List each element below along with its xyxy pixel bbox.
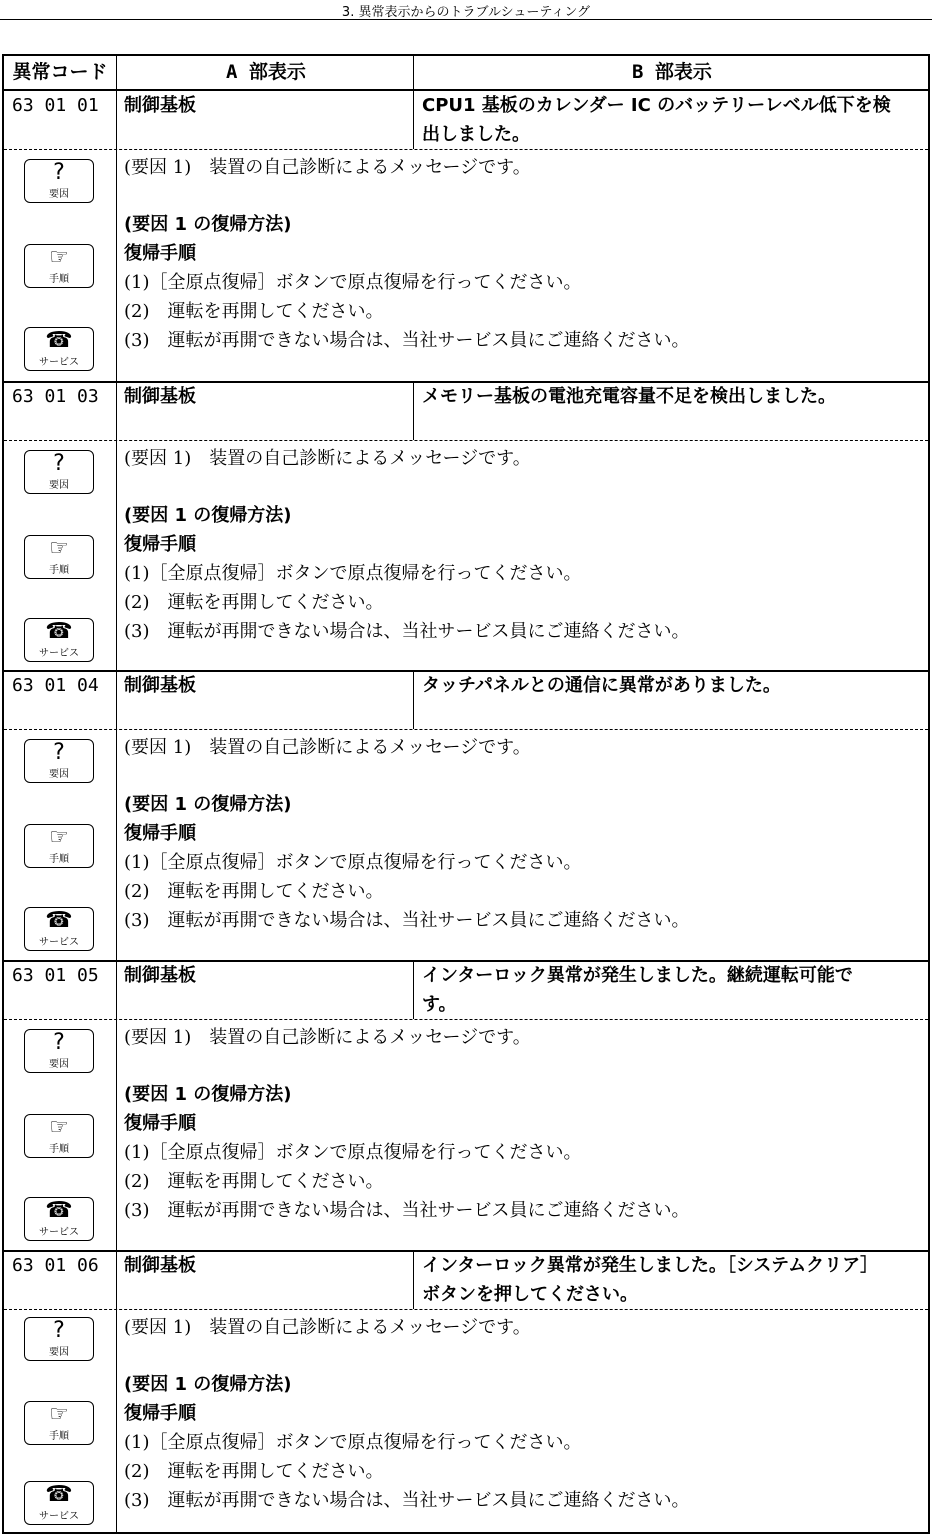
b-display bbox=[422, 671, 922, 700]
pointing-hand-icon: ☞ 手順 bbox=[24, 1114, 94, 1158]
column-divider-ab bbox=[413, 671, 414, 729]
a-display: 制御基板 bbox=[124, 386, 196, 407]
error-code: 63 01 01 bbox=[12, 95, 99, 116]
cause-icon: ? 要因 bbox=[24, 450, 94, 494]
b-display-line2: ボタンを押してください。 bbox=[422, 1284, 638, 1305]
procedure-title: 復帰手順 bbox=[124, 1403, 196, 1424]
cause-text: (要因 1) 装置の自己診断によるメッセージです。 bbox=[124, 1027, 531, 1048]
step-1: (1)［全原点復帰］ボタンで原点復帰を行ってください。 bbox=[124, 272, 582, 293]
step-2: (2) 運転を再開してください。 bbox=[124, 301, 384, 322]
column-header-a: A 部表示 bbox=[226, 61, 306, 83]
table-row bbox=[4, 671, 928, 961]
step-3: (3) 運転が再開できない場合は、当社サービス員にご連絡ください。 bbox=[124, 910, 690, 931]
step-2: (2) 運転を再開してください。 bbox=[124, 1461, 384, 1482]
procedure-title: 復帰手順 bbox=[124, 1113, 196, 1134]
step-1: (1)［全原点復帰］ボタンで原点復帰を行ってください。 bbox=[124, 1432, 582, 1453]
b-display bbox=[422, 961, 922, 1019]
row-summary bbox=[4, 382, 928, 440]
b-display bbox=[422, 382, 922, 411]
column-divider-ab-header bbox=[413, 56, 414, 91]
pointing-hand-icon: ☞ 手順 bbox=[24, 244, 94, 288]
b-display-line1: CPU1 基板のカレンダー IC のバッテリーレベル低下を検 bbox=[422, 95, 891, 116]
step-3: (3) 運転が再開できない場合は、当社サービス員にご連絡ください。 bbox=[124, 1200, 690, 1221]
dashed-divider bbox=[4, 1019, 928, 1020]
column-header-code: 異常コード bbox=[12, 61, 108, 83]
a-display: 制御基板 bbox=[124, 95, 196, 116]
row-summary bbox=[4, 1251, 928, 1309]
dashed-divider bbox=[4, 1309, 928, 1310]
row-summary bbox=[4, 671, 928, 729]
cause-text: (要因 1) 装置の自己診断によるメッセージです。 bbox=[124, 448, 531, 469]
step-3: (3) 運転が再開できない場合は、当社サービス員にご連絡ください。 bbox=[124, 1490, 690, 1511]
telephone-icon: ☎ サービス bbox=[24, 618, 94, 662]
procedure-title: 復帰手順 bbox=[124, 534, 196, 555]
step-1: (1)［全原点復帰］ボタンで原点復帰を行ってください。 bbox=[124, 852, 582, 873]
pointing-hand-icon: ☞ 手順 bbox=[24, 1401, 94, 1445]
b-display-line1: インターロック異常が発生しました。継続運転可能で bbox=[422, 965, 853, 986]
a-display: 制御基板 bbox=[124, 1255, 196, 1276]
b-display-line1: インターロック異常が発生しました。［システムクリア］ bbox=[422, 1255, 879, 1276]
recovery-title: (要因 1 の復帰方法) bbox=[124, 214, 292, 235]
b-display-line1: タッチパネルとの通信に異常がありました。 bbox=[422, 675, 781, 696]
column-divider-ab bbox=[413, 382, 414, 440]
header-rule bbox=[0, 19, 932, 20]
row-summary bbox=[4, 91, 928, 149]
dashed-divider bbox=[4, 149, 928, 150]
cause-text: (要因 1) 装置の自己診断によるメッセージです。 bbox=[124, 157, 531, 178]
error-code: 63 01 06 bbox=[12, 1255, 99, 1276]
pointing-hand-icon: ☞ 手順 bbox=[24, 535, 94, 579]
page-header bbox=[0, 0, 932, 20]
table-row bbox=[4, 961, 928, 1251]
telephone-icon: ☎ サービス bbox=[24, 327, 94, 371]
step-1: (1)［全原点復帰］ボタンで原点復帰を行ってください。 bbox=[124, 1142, 582, 1163]
recovery-title: (要因 1 の復帰方法) bbox=[124, 794, 292, 815]
step-3: (3) 運転が再開できない場合は、当社サービス員にご連絡ください。 bbox=[124, 621, 690, 642]
cause-text: (要因 1) 装置の自己診断によるメッセージです。 bbox=[124, 1317, 531, 1338]
table-row bbox=[4, 1251, 928, 1532]
error-code-table bbox=[2, 54, 930, 1534]
table-row bbox=[4, 382, 928, 672]
cause-icon: ? 要因 bbox=[24, 1029, 94, 1073]
recovery-title: (要因 1 の復帰方法) bbox=[124, 1084, 292, 1105]
error-code: 63 01 04 bbox=[12, 675, 99, 696]
a-display: 制御基板 bbox=[124, 675, 196, 696]
pointing-hand-icon: ☞ 手順 bbox=[24, 824, 94, 868]
column-header-b: B 部表示 bbox=[632, 61, 712, 83]
step-3: (3) 運転が再開できない場合は、当社サービス員にご連絡ください。 bbox=[124, 330, 690, 351]
step-2: (2) 運転を再開してください。 bbox=[124, 881, 384, 902]
recovery-title: (要因 1 の復帰方法) bbox=[124, 505, 292, 526]
cause-icon: ? 要因 bbox=[24, 739, 94, 783]
dashed-divider bbox=[4, 729, 928, 730]
b-display-line2: 出しました。 bbox=[422, 124, 530, 145]
table-row bbox=[4, 91, 928, 381]
procedure-title: 復帰手順 bbox=[124, 823, 196, 844]
error-code: 63 01 03 bbox=[12, 386, 99, 407]
cause-icon: ? 要因 bbox=[24, 1317, 94, 1361]
recovery-title: (要因 1 の復帰方法) bbox=[124, 1374, 292, 1395]
b-display bbox=[422, 1251, 922, 1309]
error-code: 63 01 05 bbox=[12, 965, 99, 986]
b-display-line2: す。 bbox=[422, 994, 457, 1015]
dashed-divider bbox=[4, 440, 928, 441]
table-header-row bbox=[4, 56, 928, 91]
cause-icon: ? 要因 bbox=[24, 159, 94, 203]
procedure-title: 復帰手順 bbox=[124, 243, 196, 264]
row-summary bbox=[4, 961, 928, 1019]
b-display bbox=[422, 91, 922, 149]
page-header-title: 3. 異常表示からのトラブルシューティング bbox=[341, 5, 591, 20]
telephone-icon: ☎ サービス bbox=[24, 1481, 94, 1525]
b-display-line1: メモリー基板の電池充電容量不足を検出しました。 bbox=[422, 386, 836, 407]
column-divider-ab bbox=[413, 91, 414, 149]
cause-text: (要因 1) 装置の自己診断によるメッセージです。 bbox=[124, 737, 531, 758]
step-2: (2) 運転を再開してください。 bbox=[124, 592, 384, 613]
a-display: 制御基板 bbox=[124, 965, 196, 986]
column-divider-ab bbox=[413, 1251, 414, 1309]
telephone-icon: ☎ サービス bbox=[24, 1197, 94, 1241]
column-divider-ab bbox=[413, 961, 414, 1019]
step-1: (1)［全原点復帰］ボタンで原点復帰を行ってください。 bbox=[124, 563, 582, 584]
step-2: (2) 運転を再開してください。 bbox=[124, 1171, 384, 1192]
telephone-icon: ☎ サービス bbox=[24, 907, 94, 951]
